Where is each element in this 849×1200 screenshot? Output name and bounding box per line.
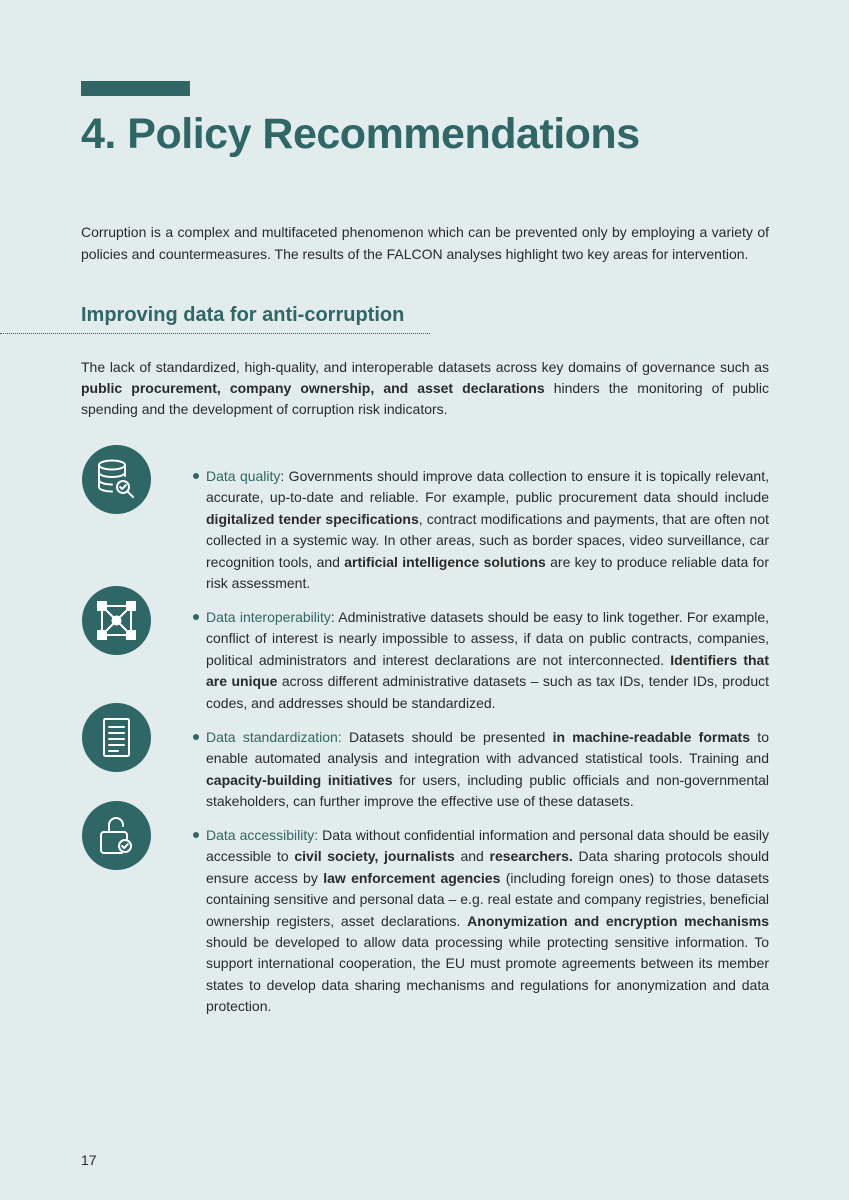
title-accent-bar bbox=[81, 81, 190, 96]
intro-paragraph: Corruption is a complex and multifaceted phenomenon which can be prevented only by employing a variety of policies and countermeasures. The results of the FALCON analyses highlight two key areas for intervention. bbox=[81, 224, 769, 262]
unlock-check-icon bbox=[82, 801, 151, 870]
document-icon bbox=[82, 703, 151, 772]
page-title: 4. Policy Recommendations bbox=[81, 110, 640, 158]
database-search-icon bbox=[82, 445, 151, 514]
page-number: 17 bbox=[81, 1152, 97, 1168]
bullet-data-accessibility: Data accessibility: Data without confidential information and personal data should be easily accessible to civil society, journalists and researchers. Data sharing protocols should ensure access by law enforcement agencies (including foreign ones) to those datasets containing sensitive and personal data – e.g. real estate and company registries, beneficial ownership registers, asset declarations. Anonymization and encryption mechanisms should be developed to allow data processing while protecting sensitive information. To support international cooperation, the EU must promote agreements between its member states to develop data sharing mechanisms and regulations for anonymization and data protection. bbox=[193, 825, 769, 1018]
section-lead-paragraph: The lack of standardized, high-quality, and interoperable datasets across key domains of governance such as public procurement, company ownership, and asset declarations hinders the monitoring of public spending and the development of corruption risk indicators. bbox=[81, 359, 769, 417]
network-nodes-icon bbox=[82, 586, 151, 655]
bullet-data-interoperability: Data interoperability: Administrative datasets should be easy to link together. For example, conflict of interest is nearly impossible to assess, if data on public contracts, companies, political administrators and interest declarations are not interconnected. Identifiers that are unique across different administrative datasets – such as tax IDs, tender IDs, product codes, and addresses should be standardized. bbox=[193, 607, 769, 714]
section-divider bbox=[0, 333, 430, 334]
bullet-dot bbox=[193, 473, 199, 479]
section-heading: Improving data for anti-corruption bbox=[81, 304, 405, 326]
bullet-dot bbox=[193, 832, 199, 838]
bullet-data-standardization: Data standardization: Datasets should be presented in machine-readable formats to enable automated analysis and integration with advanced statistical tools. Training and capacity-building initiatives for users, including public officials and non-governmental stakeholders, can further improve the effective use of these datasets. bbox=[193, 727, 769, 813]
bullet-data-quality: Data quality: Governments should improve data collection to ensure it is topically relevant, accurate, up-to-date and reliable. For example, public procurement data should include digitalized tender specifications, contract modifications and payments, that are often not collected in a systemic way. In other areas, such as border spaces, video surveillance, car recognition tools, and artificial intelligence solutions are key to produce reliable data for risk assessment. bbox=[193, 466, 769, 594]
bullet-dot bbox=[193, 734, 199, 740]
bullet-dot bbox=[193, 614, 199, 620]
